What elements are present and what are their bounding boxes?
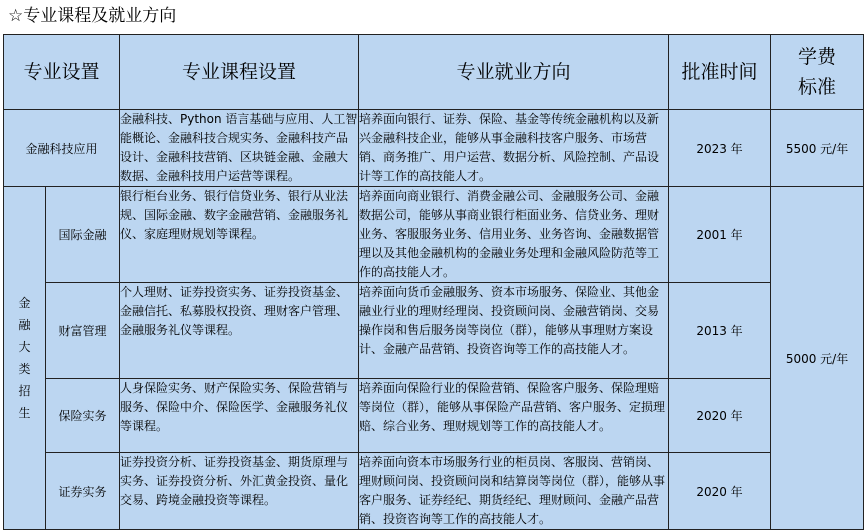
major-name: 保险实务 [46, 379, 120, 453]
major-career: 培养面向资本市场服务行业的柜员岗、客服岗、营销岗、理财顾问岗、投资顾问岗和结算岗等岗位（群），能够从事客户服务、证券经纪、期货经纪、理财顾问、金融产品营销、投资咨询等工作的高技能人才。 [359, 453, 669, 530]
major-courses: 金融科技、Python 语言基础与应用、人工智能概论、金融科技合规实务、金融科技产品设计、金融科技营销、区块链金融、金融大数据、金融科技用户运营等课程。 [120, 110, 359, 187]
major-approved-year: 2020 年 [669, 379, 771, 453]
major-courses: 个人理财、证券投资实务、证券投资基金、金融信托、私募股权投资、理财客户管理、金融服务礼仪等课程。 [120, 283, 359, 379]
major-name: 金融科技应用 [4, 110, 120, 187]
major-career: 培养面向商业银行、消费金融公司、金融服务公司、金融数据公司，能够从事商业银行柜面业务、信贷业务、理财业务、客服服务业务、信用业务、业务咨询、金融数据管理以及其他金融机构的金融业务处理和金融风险防范等工作的高技能人才。 [359, 187, 669, 283]
major-career: 培养面向保险行业的保险营销、保险客户服务、保险理赔等岗位（群），能够从事保险产品营销、客户服务、定损理赔、综合业务、理财规划等工作的高技能人才。 [359, 379, 669, 453]
page-title: ☆专业课程及就业方向 [8, 6, 177, 26]
group-tuition: 5000 元/年 [771, 187, 864, 530]
table-row-fintech [4, 110, 864, 187]
header-approved: 批准时间 [669, 35, 771, 110]
major-name: 财富管理 [46, 283, 120, 379]
major-approved-year: 2023 年 [669, 110, 771, 187]
major-tuition: 5500 元/年 [771, 110, 864, 187]
major-name: 国际金融 [46, 187, 120, 283]
major-courses: 人身保险实务、财产保险实务、保险营销与服务、保险中介、保险医学、金融服务礼仪等课程。 [120, 379, 359, 453]
major-courses: 证券投资分析、证券投资基金、期货原理与实务、证券投资分析、外汇黄金投资、量化交易、跨境金融投资等课程。 [120, 453, 359, 530]
major-courses: 银行柜台业务、银行信贷业务、银行从业法规、国际金融、数字金融营销、金融服务礼仪、家庭理财规划等课程。 [120, 187, 359, 283]
major-name: 证券实务 [46, 453, 120, 530]
table-row [4, 187, 864, 283]
program-table [3, 34, 864, 530]
header-tuition: 学费标准 [771, 35, 864, 110]
major-career: 培养面向银行、证券、保险、基金等传统金融机构以及新兴金融科技企业，能够从事金融科技客户服务、市场营销、商务推广、用户运营、数据分析、风险控制、产品设计等工作的高技能人才。 [359, 110, 669, 187]
table-row [4, 453, 864, 530]
major-approved-year: 2020 年 [669, 453, 771, 530]
group-label [4, 187, 46, 530]
header-courses: 专业课程设置 [120, 35, 359, 110]
header-row [4, 35, 864, 110]
table-row [4, 379, 864, 453]
major-career: 培养面向货币金融服务、资本市场服务、保险业、其他金融业行业的理财经理岗、投资顾问岗、金融营销岗、交易操作岗和售后服务岗等岗位（群），能够从事理财方案设计、金融产品营销、投资咨询等工作的高技能人才。 [359, 283, 669, 379]
group-label-text: 金融大类招生 [18, 296, 31, 420]
header-career: 专业就业方向 [359, 35, 669, 110]
header-major: 专业设置 [4, 35, 120, 110]
major-approved-year: 2013 年 [669, 283, 771, 379]
table-row [4, 283, 864, 379]
major-approved-year: 2001 年 [669, 187, 771, 283]
